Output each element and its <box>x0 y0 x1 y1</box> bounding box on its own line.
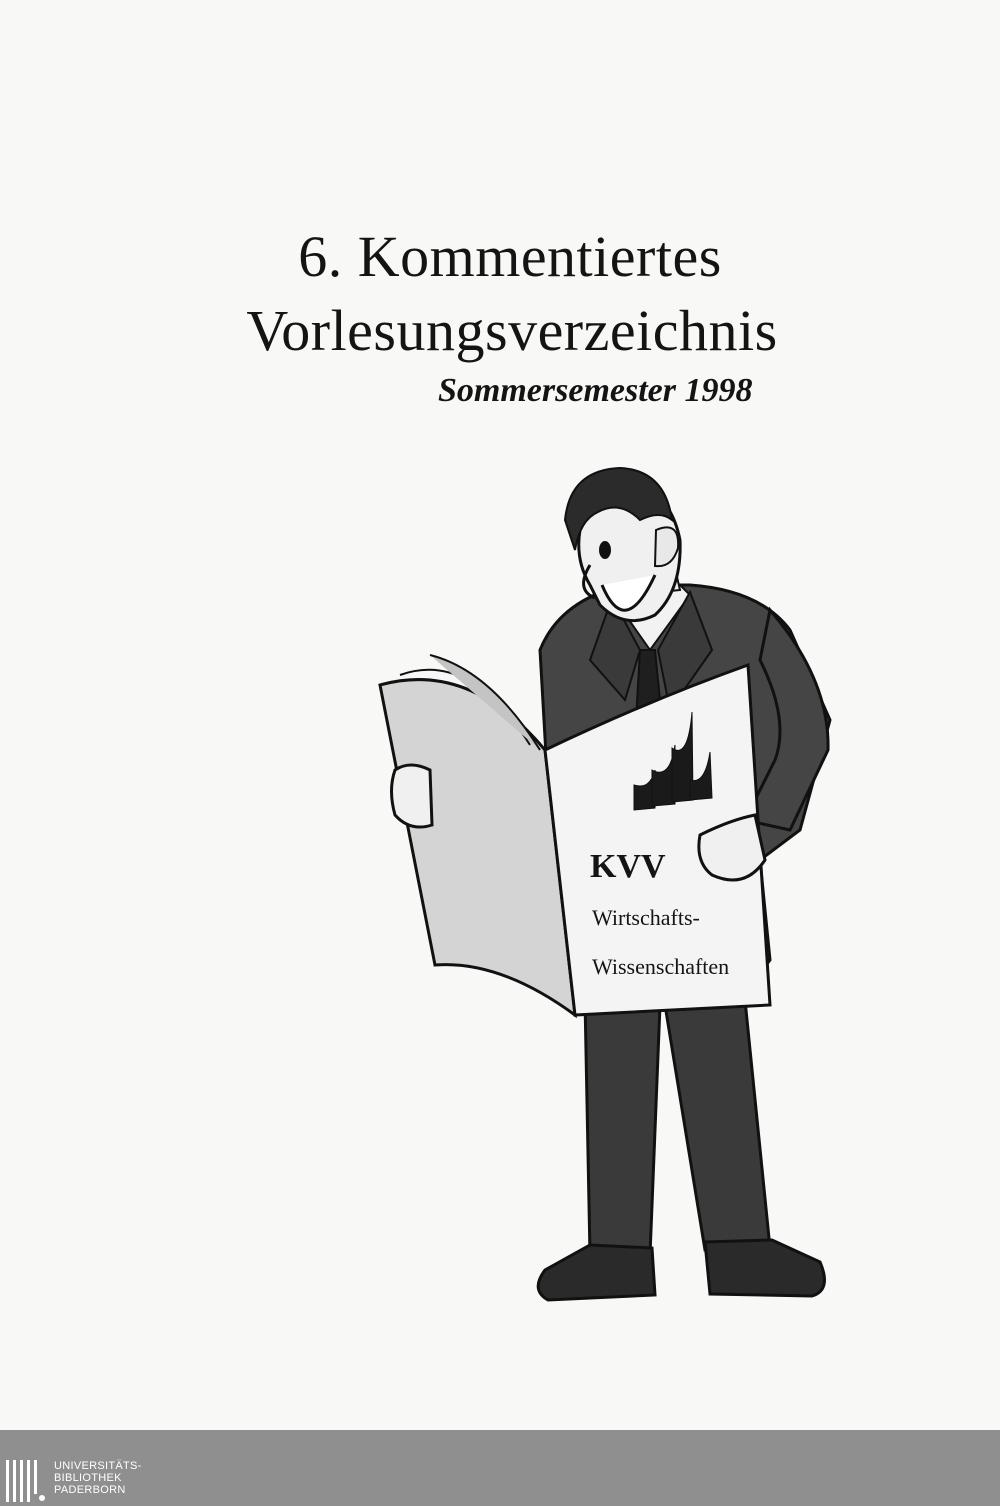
newspaper-heading: KVV <box>590 848 666 885</box>
newspaper-line-1: Wirtschafts- <box>592 905 700 930</box>
library-footer-bar <box>0 1430 1000 1506</box>
newspaper-line-2: Wissenschaften <box>592 954 730 979</box>
library-name-line-3: PADERBORN <box>54 1484 126 1496</box>
library-name-line-1: UNIVERSITÄTS- <box>54 1460 142 1472</box>
library-name <box>54 1460 142 1496</box>
library-barcode-logo-icon <box>4 1458 48 1504</box>
title-line-2: Vorlesungsverzeichnis <box>246 298 778 363</box>
title-line-1: 6. Kommentiertes <box>298 224 722 289</box>
library-name-line-2: BIBLIOTHEK <box>54 1472 122 1484</box>
semester-subtitle: Sommersemester 1998 <box>438 372 753 409</box>
